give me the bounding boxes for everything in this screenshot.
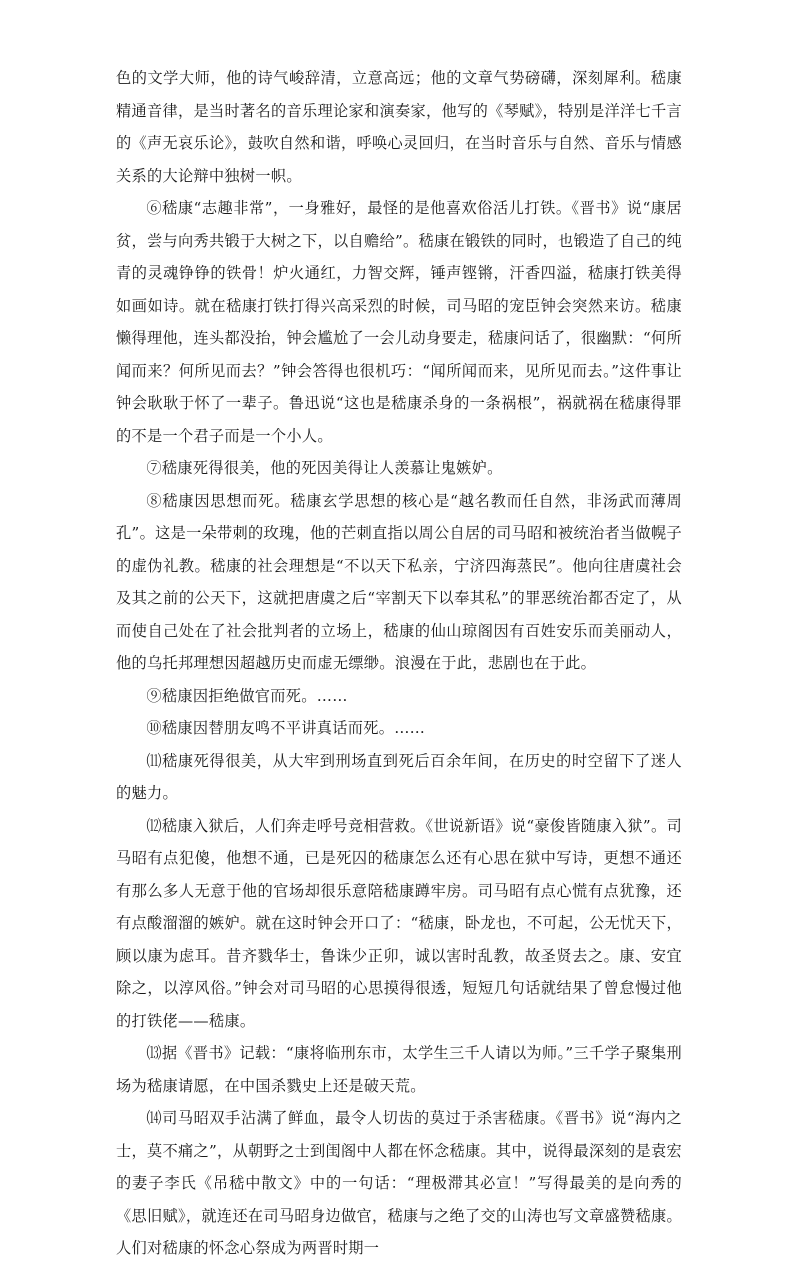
paragraph-9-refuse-office: ⑨嵇康因拒绝做官而死。……: [146, 686, 348, 705]
paragraph-7-beautiful-death: ⑦嵇康死得很美，他的死因美得让人羡慕让鬼嫉妒。: [146, 459, 503, 477]
paragraph-6-forging: ⑥嵇康“志趣非常”，一身雅好，最怪的是他喜欢俗活儿打铁。《晋书》说“康居贫，尝与向秀共锻于大树之下，以自赡给”。嵇康在锻铁的同时，也锻造了自己的纯青的灵魂铮铮的铁骨！炉火通红，力智交辉，锤声铿锵，汗香四溢，嵇康打铁美得如画如诗。就在嵇康打铁打得兴高采烈的时候，司马昭的宠臣钟会突然来访。嵇康懒得理他，连头都没抬，钟会尴尬了一会儿动身要走，嵇康问话了，很幽默：“何所闻而来？何所见而去？”钟会答得也很机巧：“闻所闻而来，见所见而去。”这件事让钟会耿耿于怀了一辈子。鲁迅说“这也是嵇康杀身的一条祸根”，祸就祸在嵇康得罪的不是一个君子而是一个小人。: [116, 199, 682, 445]
paragraph-13-students: ⒀据《晋书》记载：“康将临刑东市，太学生三千人请以为师。”三千学子聚集刑场为嵇康请愿，在中国杀戮史上还是破天荒。: [116, 1044, 682, 1095]
article-body: [116, 62, 682, 1265]
paragraph-10-friend: ⑩嵇康因替朋友鸣不平讲真话而死。……: [146, 719, 426, 737]
paragraph-12-prison: ⑿嵇康入狱后，人们奔走呼号竞相营救。《世说新语》说“豪俊皆随康入狱”。司马昭有点犯傻，他想不通，已是死囚的嵇康怎么还有心思在狱中写诗，更想不通还有那么多人无意于他的官场却很乐意陪嵇康蹲牢房。司马昭有点心慌有点犹豫，还有点酸溜溜的嫉妒。就在这时钟会开口了：“嵇康，卧龙也，不可起，公无忧天下，顾以康为虑耳。昔齐戮华士，鲁诛少正卯，诚以害时乱教，故圣贤去之。康、安宜除之，以淳风俗。”钟会对司马昭的心思摸得很透，短短几句话就结果了曾怠慢过他的打铁佬——嵇康。: [116, 816, 682, 1030]
paragraph-8-thought: ⑧嵇康因思想而死。嵇康玄学思想的核心是“越名教而任自然，非汤武而薄周孔”。这是一朵带刺的玫瑰，他的芒刺直指以周公自居的司马昭和被统治者当做幌子的虚伪礼教。嵇康的社会理想是“不以天下私亲，宁济四海蒸民”。他向往唐虞社会及其之前的公天下，这就把唐虞之后“宰割天下以奉其私”的罪恶统治都否定了，从而使自己处在了社会批判者的立场上，嵇康的仙山琼阁因有百姓安乐而美丽动人，他的乌托邦理想因超越历史而虚无缥缈。浪漫在于此，悲剧也在于此。: [116, 491, 682, 672]
paragraph-continuation: 色的文学大师，他的诗气峻辞清，立意高远；他的文章气势磅礴，深刻犀利。嵇康精通音律，是当时著名的音乐理论家和演奏家，他写的《琴赋》，特别是洋洋七千言的《声无哀乐论》，鼓吹自然和谐，呼唤心灵回归，在当时音乐与自然、音乐与情感关系的大论辩中独树一帜。: [116, 69, 682, 185]
paragraph-14-remembrance: ⒁司马昭双手沾满了鲜血，最令人切齿的莫过于杀害嵇康。《晋书》说“海内之士，莫不痛之”，从朝野之士到闺阁中人都在怀念嵇康。其中，说得最深刻的是袁宏的妻子李氏《吊嵇中散文》中的一句话：“理极滞其必宣！”写得最美的是向秀的《思旧赋》，就连还在司马昭身边做官，嵇康与之绝了交的山涛也写文章盛赞嵇康。人们对嵇康的怀念心祭成为两晋时期一: [116, 1109, 682, 1257]
paragraph-11-charm: ⑾嵇康死得很美，从大牢到刑场直到死后百余年间，在历史的时空留下了迷人的魅力。: [116, 751, 682, 802]
